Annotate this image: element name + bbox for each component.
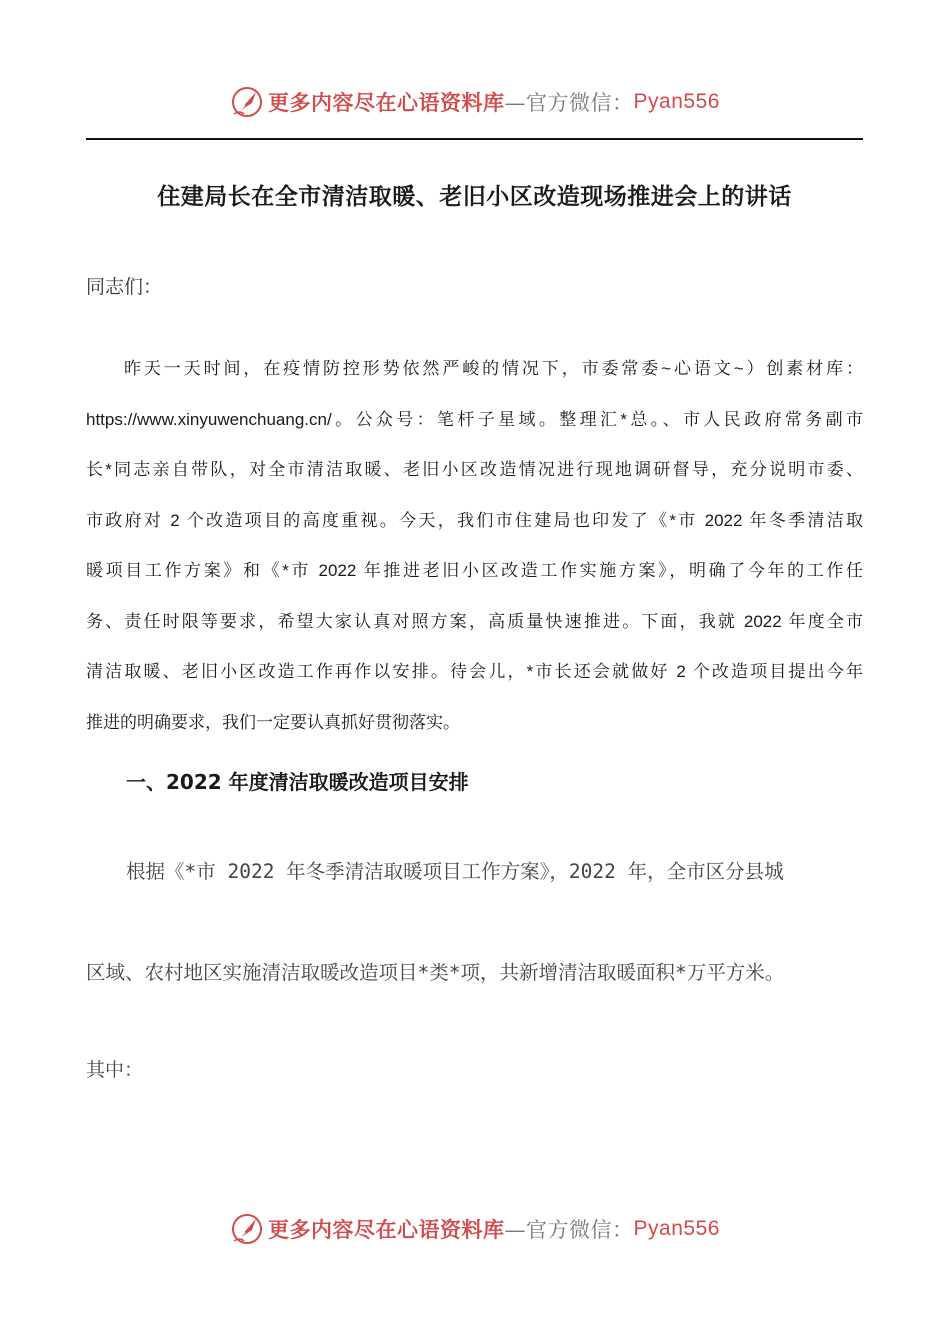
paragraph-2-line-1: 根据《*市 2022 年冬季清洁取暖项目工作方案》，2022 年，全市区分县城 [126,860,784,883]
brand-text: 更多内容尽在心语资料库 [268,90,505,115]
wechat-id: Pyan556 [633,90,720,113]
section-heading: 一、2022 年度清洁取暖改造项目安排 [126,770,469,794]
document-title: 住建局长在全市清洁取暖、老旧小区改造现场推进会上的讲话 [157,184,792,210]
paragraph-2-line-2: 区域、农村地区实施清洁取暖改造项目*类*项，共新增清洁取暖面积*万平方米。 [86,961,785,984]
salutation: 同志们： [86,276,163,298]
paragraph-line: 暖项目工作方案》和《*市 2022 年推进老旧小区改造工作实施方案》，明确了今年的工作任 [86,561,863,580]
paragraph-line: 清洁取暖、老旧小区改造工作再作以安排。待会儿，*市长还会就做好 2 个改造项目提出今年 [86,662,863,681]
paragraph-line: 市政府对 2 个改造项目的高度重视。今天，我们市住建局也印发了《*市 2022 年冬季清洁取 [86,510,863,530]
brand-dash-text: —官方微信： [504,1218,634,1242]
paragraph-line: 推进的明确要求，我们一定要认真抓好贯彻落实。 [86,712,460,732]
paragraph-line: 长*同志亲自带队，对全市清洁取暖、老旧小区改造情况进行现地调研督导，充分说明市委、 [86,460,863,479]
quill-pen-icon [230,85,264,119]
wechat-id: Pyan556 [633,1217,720,1240]
header-divider [86,138,863,140]
brand-dash-text: —官方微信： [504,91,634,115]
sub-label: 其中： [86,1059,144,1081]
footer-banner [0,1212,950,1246]
paragraph-line: 务、责任时限等要求，希望大家认真对照方案，高质量快速推进。下面，我就 2022 年度全市 [86,611,863,631]
paragraph-line: https://www.xinyuwenchuang.cn/。公众号：笔杆子星域。整理汇*总。、市人民政府常务副市 [86,409,863,429]
brand-text: 更多内容尽在心语资料库 [268,1217,505,1242]
paragraph-1 [86,344,863,748]
paragraph-line: 昨天一天时间，在疫情防控形势依然严峻的情况下，市委常委~心语文~）创素材库： [124,359,863,378]
header-banner [0,85,950,119]
quill-pen-icon [230,1212,264,1246]
